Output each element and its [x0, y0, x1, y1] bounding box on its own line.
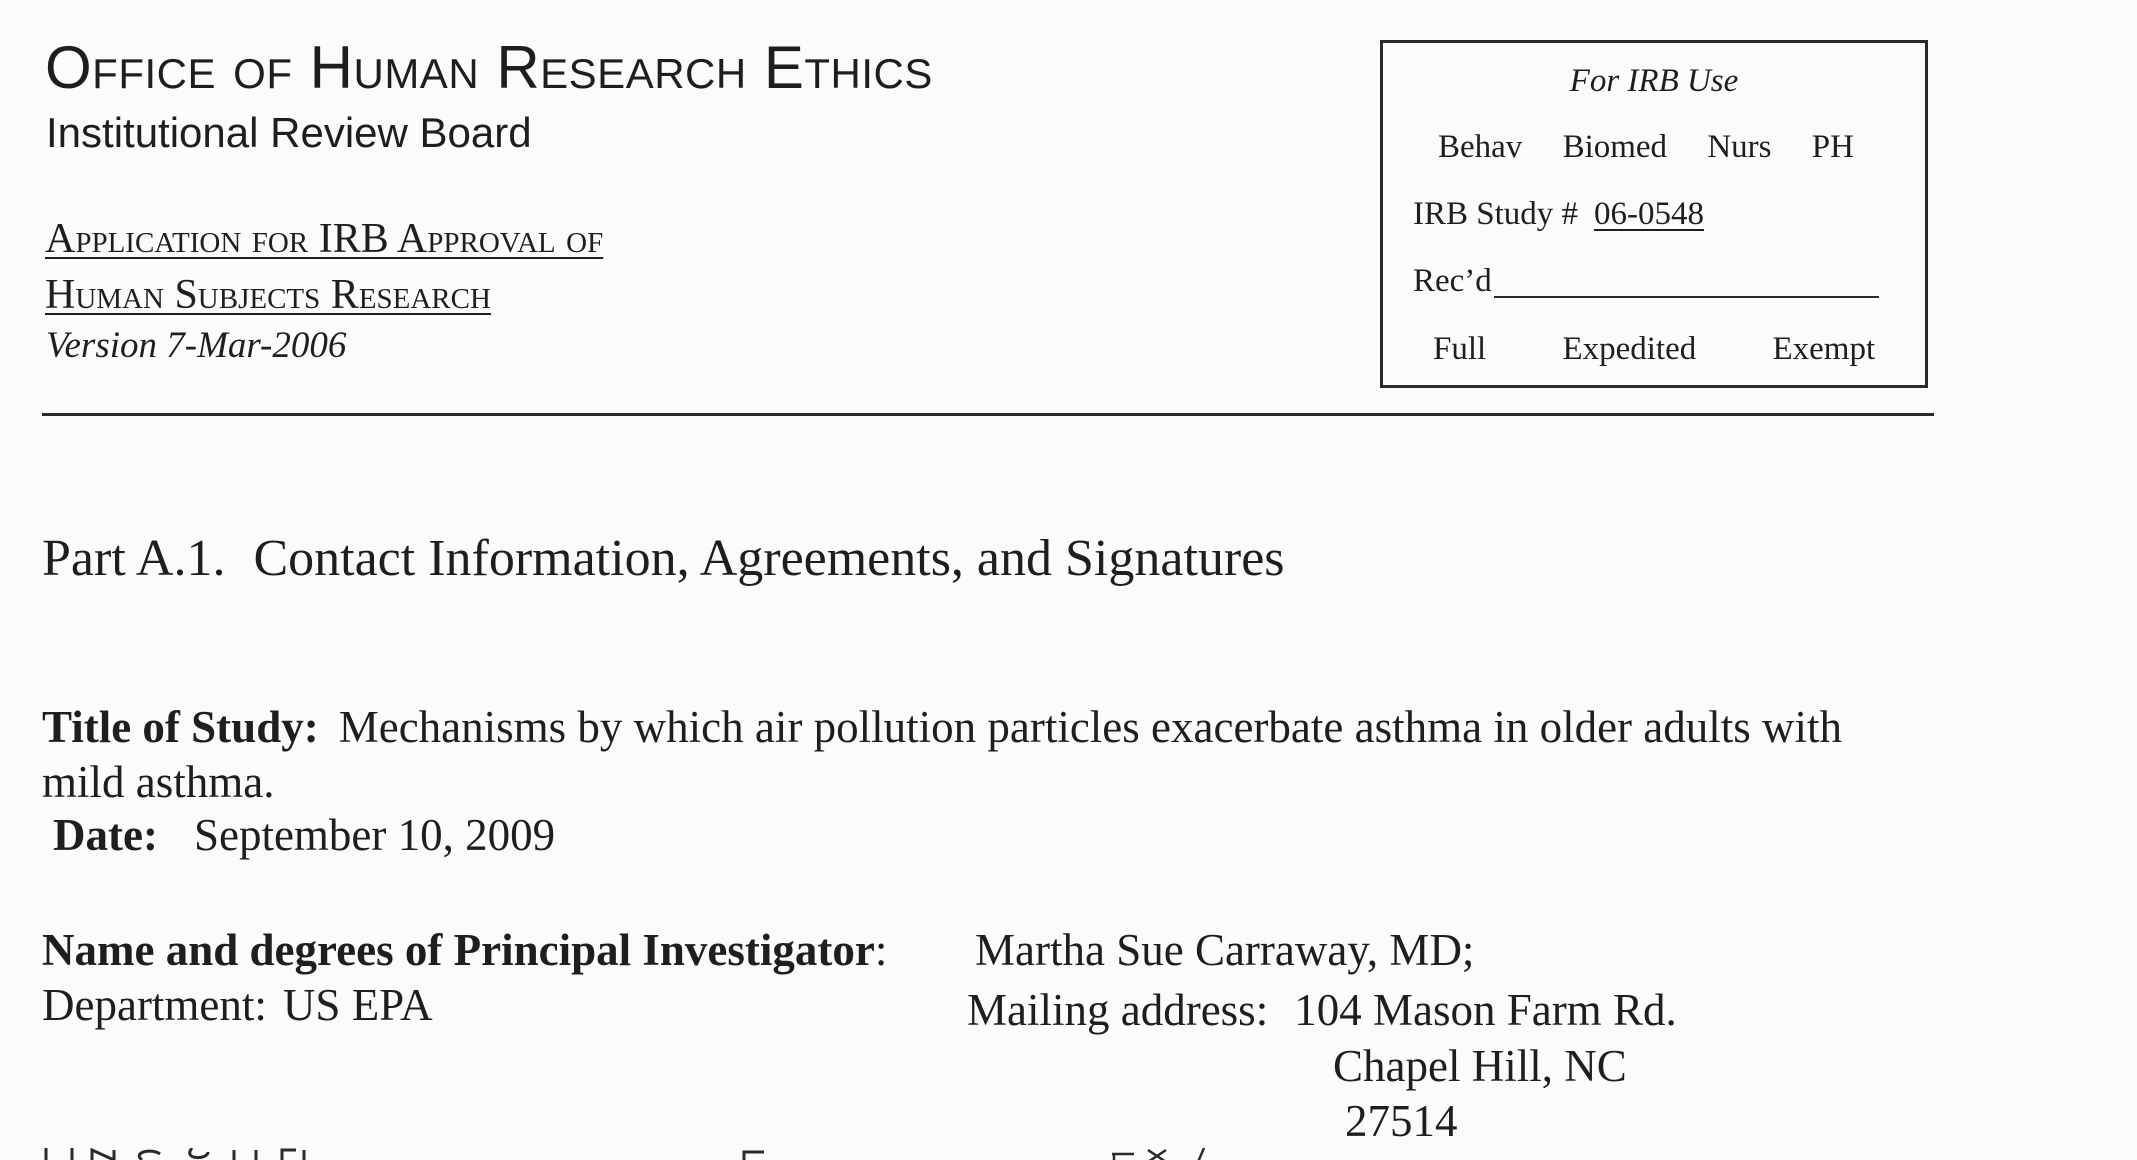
review-type-full: Full — [1433, 331, 1487, 367]
department-row — [42, 980, 433, 1030]
date-value: September 10, 2009 — [193, 810, 556, 860]
pi-name: Martha Sue Carraway, MD; — [975, 925, 1475, 975]
mailing-address-line1: 104 Mason Farm Rd. — [1294, 985, 1677, 1035]
cutoff-text-fragment-left — [42, 1148, 322, 1160]
header-divider — [42, 413, 1934, 416]
application-title-line2: Human Subjects Research — [45, 272, 491, 318]
irb-study-label: IRB Study # — [1413, 196, 1579, 232]
part-number: Part A.1. — [42, 530, 226, 587]
application-title-line1: Application for IRB Approval of — [45, 216, 604, 262]
mailing-address-label: Mailing address: — [967, 985, 1269, 1035]
irb-received-blank — [1494, 268, 1879, 298]
irb-study-number: 06-0548 — [1594, 196, 1705, 232]
mailing-address-line3: 27514 — [1345, 1096, 1458, 1146]
mailing-address-line2: Chapel Hill, NC — [1333, 1041, 1627, 1091]
review-type-exempt: Exempt — [1772, 331, 1876, 367]
department-label: Department: — [42, 980, 267, 1030]
irb-received-label: Rec’d — [1413, 263, 1492, 299]
irb-use-heading: For IRB Use — [1569, 63, 1739, 99]
board-subtitle: Institutional Review Board — [46, 109, 532, 156]
department-value: US EPA — [282, 980, 433, 1030]
part-title: Contact Information, Agreements, and Signatures — [253, 530, 1285, 587]
study-title-value: Mechanisms by which air pollution particles exacerbate asthma in older adults with mild asthma. — [42, 702, 1843, 807]
date-label: Date: — [53, 810, 158, 860]
office-title: Office of Human Research Ethics — [45, 34, 933, 101]
irb-category-ph: PH — [1811, 129, 1854, 165]
study-title-row — [42, 700, 1922, 810]
date-row — [53, 810, 556, 860]
handwritten-mark-fragment — [1108, 1148, 1238, 1160]
irb-review-type-list — [1433, 333, 1875, 366]
pi-label-row — [42, 925, 888, 975]
study-title-label: Title of Study: — [42, 702, 319, 752]
irb-category-list — [1438, 131, 1854, 164]
pi-label: Name and degrees of Principal Investigator — [42, 925, 875, 975]
pi-label-colon: : — [874, 925, 888, 975]
form-version: Version 7-Mar-2006 — [46, 325, 347, 366]
mailing-address-row — [967, 985, 1677, 1035]
cutoff-text-fragment-middle — [740, 1148, 800, 1160]
irb-category-nurs: Nurs — [1707, 129, 1772, 165]
irb-study-row — [1413, 198, 1704, 231]
part-heading — [42, 530, 1285, 587]
irb-category-behav: Behav — [1438, 129, 1523, 165]
irb-received-row — [1413, 265, 1879, 298]
irb-category-biomed: Biomed — [1562, 129, 1668, 165]
review-type-expedited: Expedited — [1562, 331, 1697, 367]
irb-use-box — [1380, 40, 1928, 388]
